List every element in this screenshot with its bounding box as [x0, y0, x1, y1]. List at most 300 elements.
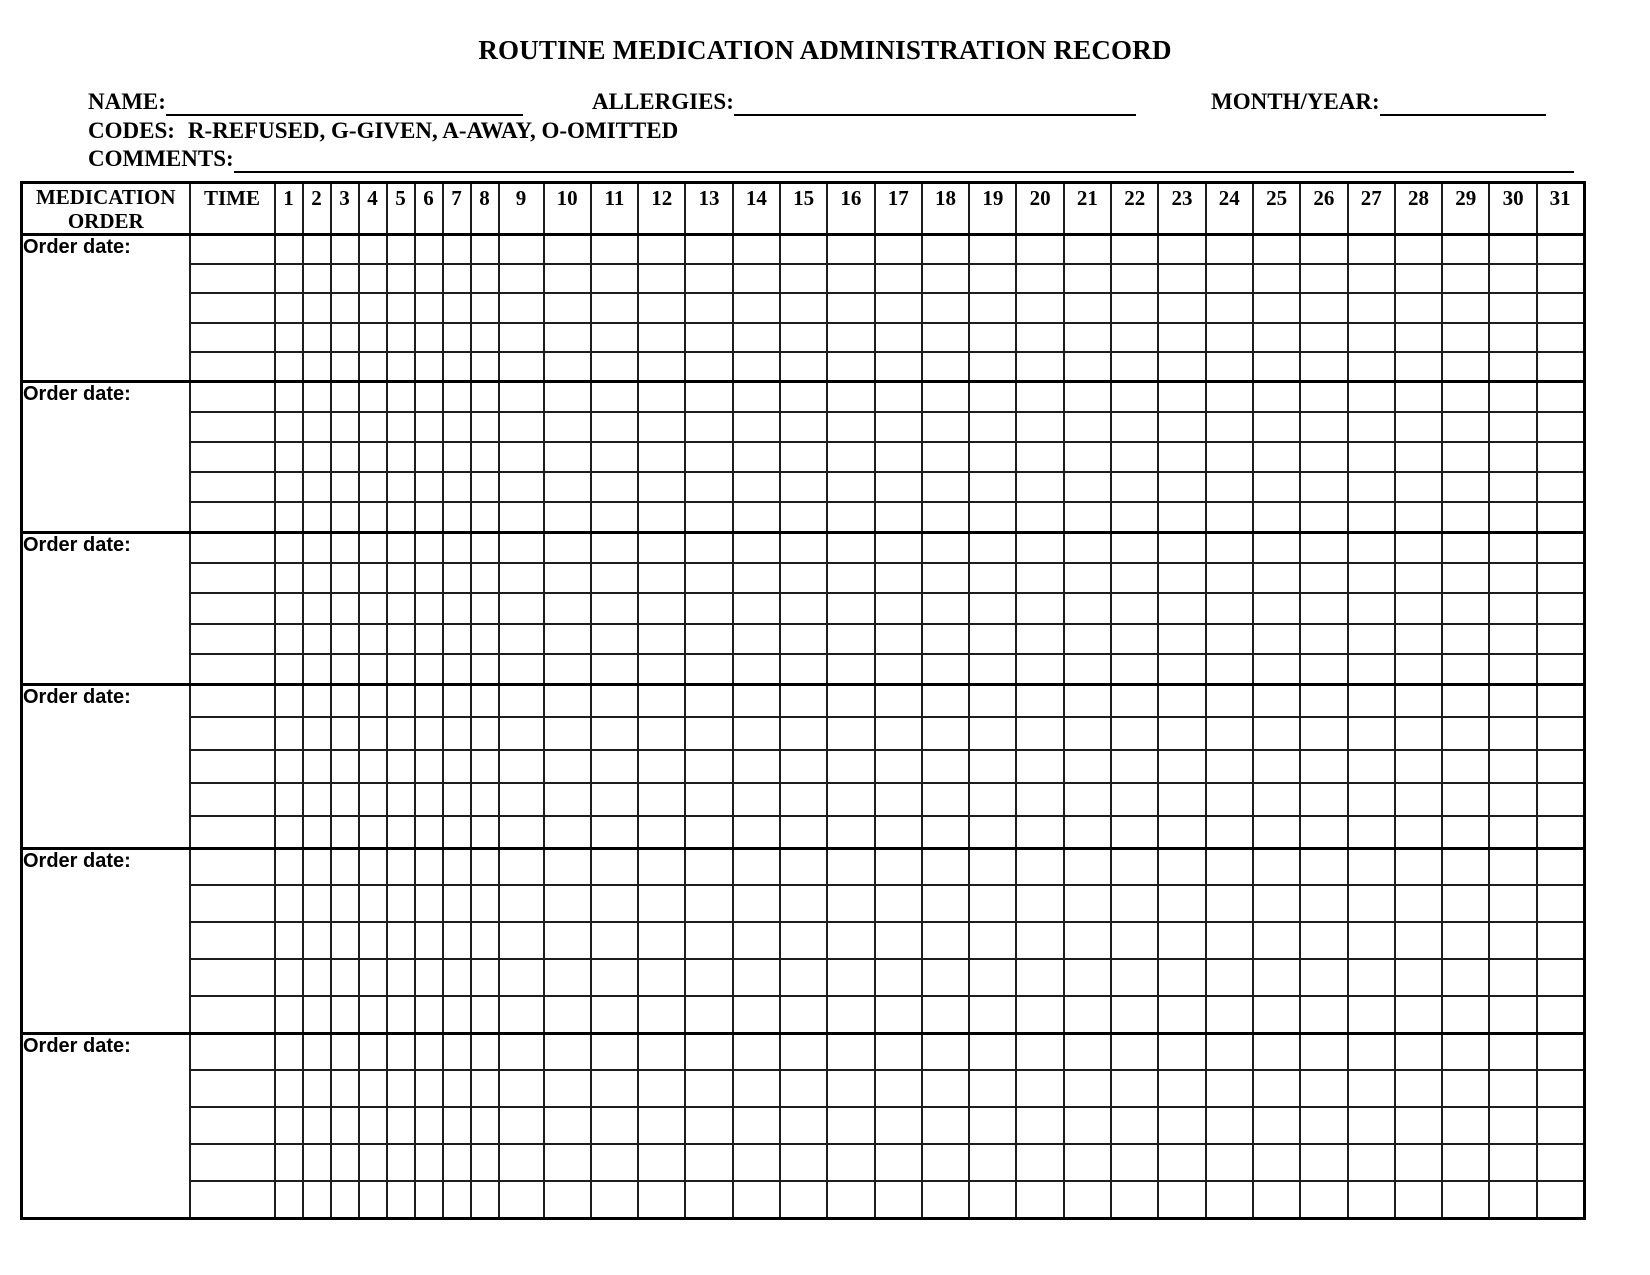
- day-entry-cell[interactable]: [387, 235, 415, 264]
- day-entry-cell[interactable]: [922, 848, 969, 885]
- day-entry-cell[interactable]: [638, 750, 685, 783]
- day-entry-cell[interactable]: [780, 684, 827, 717]
- day-entry-cell[interactable]: [275, 472, 303, 502]
- day-entry-cell[interactable]: [544, 532, 591, 562]
- day-entry-cell[interactable]: [415, 442, 443, 472]
- day-entry-cell[interactable]: [685, 563, 732, 593]
- day-entry-cell[interactable]: [1489, 1070, 1536, 1107]
- day-entry-cell[interactable]: [1442, 502, 1489, 532]
- day-entry-cell[interactable]: [359, 442, 387, 472]
- day-entry-cell[interactable]: [1489, 532, 1536, 562]
- day-entry-cell[interactable]: [1537, 1107, 1584, 1144]
- day-entry-cell[interactable]: [875, 1144, 922, 1181]
- day-entry-cell[interactable]: [1158, 816, 1205, 849]
- day-entry-cell[interactable]: [685, 684, 732, 717]
- day-entry-cell[interactable]: [733, 624, 780, 654]
- day-entry-cell[interactable]: [387, 959, 415, 996]
- day-entry-cell[interactable]: [733, 1070, 780, 1107]
- day-entry-cell[interactable]: [1348, 1144, 1395, 1181]
- day-entry-cell[interactable]: [1111, 624, 1158, 654]
- day-entry-cell[interactable]: [1111, 1033, 1158, 1070]
- day-entry-cell[interactable]: [1537, 381, 1584, 411]
- time-entry-cell[interactable]: [190, 996, 275, 1033]
- day-entry-cell[interactable]: [1395, 959, 1442, 996]
- day-entry-cell[interactable]: [1395, 323, 1442, 352]
- day-entry-cell[interactable]: [387, 293, 415, 322]
- day-entry-cell[interactable]: [471, 1070, 499, 1107]
- day-entry-cell[interactable]: [969, 293, 1016, 322]
- day-entry-cell[interactable]: [1064, 654, 1111, 684]
- day-entry-cell[interactable]: [827, 442, 874, 472]
- day-entry-cell[interactable]: [1442, 848, 1489, 885]
- day-entry-cell[interactable]: [303, 1107, 331, 1144]
- day-entry-cell[interactable]: [1300, 996, 1347, 1033]
- day-entry-cell[interactable]: [1111, 264, 1158, 293]
- day-entry-cell[interactable]: [1253, 563, 1300, 593]
- day-entry-cell[interactable]: [303, 264, 331, 293]
- day-entry-cell[interactable]: [275, 996, 303, 1033]
- day-entry-cell[interactable]: [359, 323, 387, 352]
- time-entry-cell[interactable]: [190, 624, 275, 654]
- day-entry-cell[interactable]: [1064, 959, 1111, 996]
- day-entry-cell[interactable]: [331, 412, 359, 442]
- day-entry-cell[interactable]: [1253, 816, 1300, 849]
- day-entry-cell[interactable]: [969, 783, 1016, 816]
- day-entry-cell[interactable]: [499, 472, 544, 502]
- day-entry-cell[interactable]: [471, 922, 499, 959]
- day-entry-cell[interactable]: [1016, 996, 1063, 1033]
- day-entry-cell[interactable]: [1300, 352, 1347, 381]
- day-entry-cell[interactable]: [415, 922, 443, 959]
- day-entry-cell[interactable]: [1395, 684, 1442, 717]
- day-entry-cell[interactable]: [544, 352, 591, 381]
- day-entry-cell[interactable]: [1395, 381, 1442, 411]
- day-entry-cell[interactable]: [733, 593, 780, 623]
- day-entry-cell[interactable]: [544, 1144, 591, 1181]
- day-entry-cell[interactable]: [1442, 885, 1489, 922]
- day-entry-cell[interactable]: [875, 922, 922, 959]
- day-entry-cell[interactable]: [685, 532, 732, 562]
- day-entry-cell[interactable]: [275, 381, 303, 411]
- day-entry-cell[interactable]: [685, 412, 732, 442]
- day-entry-cell[interactable]: [359, 352, 387, 381]
- day-entry-cell[interactable]: [780, 235, 827, 264]
- day-entry-cell[interactable]: [1300, 1107, 1347, 1144]
- day-entry-cell[interactable]: [1442, 352, 1489, 381]
- day-entry-cell[interactable]: [1489, 235, 1536, 264]
- day-entry-cell[interactable]: [1111, 442, 1158, 472]
- day-entry-cell[interactable]: [471, 750, 499, 783]
- day-entry-cell[interactable]: [733, 563, 780, 593]
- day-entry-cell[interactable]: [1348, 1107, 1395, 1144]
- day-entry-cell[interactable]: [331, 1107, 359, 1144]
- day-entry-cell[interactable]: [1395, 717, 1442, 750]
- day-entry-cell[interactable]: [1489, 352, 1536, 381]
- day-entry-cell[interactable]: [969, 959, 1016, 996]
- day-entry-cell[interactable]: [1442, 532, 1489, 562]
- day-entry-cell[interactable]: [780, 959, 827, 996]
- day-entry-cell[interactable]: [638, 885, 685, 922]
- day-entry-cell[interactable]: [685, 293, 732, 322]
- day-entry-cell[interactable]: [638, 624, 685, 654]
- day-entry-cell[interactable]: [544, 783, 591, 816]
- day-entry-cell[interactable]: [1111, 684, 1158, 717]
- day-entry-cell[interactable]: [303, 684, 331, 717]
- day-entry-cell[interactable]: [471, 624, 499, 654]
- day-entry-cell[interactable]: [1016, 684, 1063, 717]
- day-entry-cell[interactable]: [303, 624, 331, 654]
- day-entry-cell[interactable]: [331, 323, 359, 352]
- day-entry-cell[interactable]: [827, 654, 874, 684]
- day-entry-cell[interactable]: [1348, 502, 1395, 532]
- day-entry-cell[interactable]: [499, 684, 544, 717]
- day-entry-cell[interactable]: [875, 624, 922, 654]
- day-entry-cell[interactable]: [1016, 563, 1063, 593]
- day-entry-cell[interactable]: [275, 593, 303, 623]
- day-entry-cell[interactable]: [922, 885, 969, 922]
- day-entry-cell[interactable]: [1300, 264, 1347, 293]
- day-entry-cell[interactable]: [969, 352, 1016, 381]
- day-entry-cell[interactable]: [875, 750, 922, 783]
- day-entry-cell[interactable]: [780, 996, 827, 1033]
- day-entry-cell[interactable]: [591, 684, 638, 717]
- day-entry-cell[interactable]: [780, 1033, 827, 1070]
- day-entry-cell[interactable]: [471, 472, 499, 502]
- day-entry-cell[interactable]: [303, 502, 331, 532]
- day-entry-cell[interactable]: [1158, 1107, 1205, 1144]
- day-entry-cell[interactable]: [1489, 293, 1536, 322]
- time-entry-cell[interactable]: [190, 502, 275, 532]
- day-entry-cell[interactable]: [638, 532, 685, 562]
- day-entry-cell[interactable]: [638, 1181, 685, 1218]
- time-entry-cell[interactable]: [190, 264, 275, 293]
- day-entry-cell[interactable]: [969, 472, 1016, 502]
- day-entry-cell[interactable]: [1537, 1033, 1584, 1070]
- day-entry-cell[interactable]: [875, 783, 922, 816]
- day-entry-cell[interactable]: [1300, 654, 1347, 684]
- day-entry-cell[interactable]: [1064, 1070, 1111, 1107]
- day-entry-cell[interactable]: [969, 624, 1016, 654]
- day-entry-cell[interactable]: [1111, 848, 1158, 885]
- day-entry-cell[interactable]: [1489, 381, 1536, 411]
- day-entry-cell[interactable]: [591, 922, 638, 959]
- day-entry-cell[interactable]: [591, 1144, 638, 1181]
- day-entry-cell[interactable]: [1395, 442, 1442, 472]
- day-entry-cell[interactable]: [1111, 1144, 1158, 1181]
- day-entry-cell[interactable]: [1206, 717, 1253, 750]
- day-entry-cell[interactable]: [827, 563, 874, 593]
- day-entry-cell[interactable]: [1537, 352, 1584, 381]
- day-entry-cell[interactable]: [1016, 959, 1063, 996]
- name-fill-line[interactable]: [166, 90, 523, 116]
- day-entry-cell[interactable]: [1111, 563, 1158, 593]
- day-entry-cell[interactable]: [1489, 654, 1536, 684]
- day-entry-cell[interactable]: [1300, 959, 1347, 996]
- day-entry-cell[interactable]: [1395, 750, 1442, 783]
- day-entry-cell[interactable]: [415, 235, 443, 264]
- day-entry-cell[interactable]: [1348, 717, 1395, 750]
- day-entry-cell[interactable]: [443, 442, 471, 472]
- day-entry-cell[interactable]: [969, 922, 1016, 959]
- day-entry-cell[interactable]: [359, 593, 387, 623]
- day-entry-cell[interactable]: [331, 783, 359, 816]
- day-entry-cell[interactable]: [1111, 885, 1158, 922]
- day-entry-cell[interactable]: [638, 442, 685, 472]
- time-entry-cell[interactable]: [190, 959, 275, 996]
- day-entry-cell[interactable]: [780, 293, 827, 322]
- day-entry-cell[interactable]: [415, 381, 443, 411]
- order-date-cell[interactable]: Order date:: [22, 381, 190, 532]
- day-entry-cell[interactable]: [331, 442, 359, 472]
- time-entry-cell[interactable]: [190, 352, 275, 381]
- day-entry-cell[interactable]: [387, 816, 415, 849]
- day-entry-cell[interactable]: [780, 654, 827, 684]
- day-entry-cell[interactable]: [1206, 750, 1253, 783]
- day-entry-cell[interactable]: [443, 264, 471, 293]
- day-entry-cell[interactable]: [1348, 412, 1395, 442]
- day-entry-cell[interactable]: [1489, 1144, 1536, 1181]
- day-entry-cell[interactable]: [1064, 264, 1111, 293]
- day-entry-cell[interactable]: [1064, 885, 1111, 922]
- day-entry-cell[interactable]: [275, 532, 303, 562]
- day-entry-cell[interactable]: [1395, 996, 1442, 1033]
- day-entry-cell[interactable]: [331, 959, 359, 996]
- day-entry-cell[interactable]: [591, 1107, 638, 1144]
- day-entry-cell[interactable]: [1016, 1070, 1063, 1107]
- day-entry-cell[interactable]: [544, 502, 591, 532]
- day-entry-cell[interactable]: [1253, 750, 1300, 783]
- day-entry-cell[interactable]: [303, 922, 331, 959]
- day-entry-cell[interactable]: [1206, 293, 1253, 322]
- day-entry-cell[interactable]: [443, 1107, 471, 1144]
- day-entry-cell[interactable]: [1442, 1181, 1489, 1218]
- day-entry-cell[interactable]: [1489, 816, 1536, 849]
- day-entry-cell[interactable]: [1537, 750, 1584, 783]
- day-entry-cell[interactable]: [638, 684, 685, 717]
- day-entry-cell[interactable]: [331, 654, 359, 684]
- time-entry-cell[interactable]: [190, 848, 275, 885]
- day-entry-cell[interactable]: [922, 959, 969, 996]
- day-entry-cell[interactable]: [685, 1070, 732, 1107]
- day-entry-cell[interactable]: [1537, 1070, 1584, 1107]
- day-entry-cell[interactable]: [875, 885, 922, 922]
- day-entry-cell[interactable]: [1348, 532, 1395, 562]
- day-entry-cell[interactable]: [1300, 472, 1347, 502]
- day-entry-cell[interactable]: [443, 996, 471, 1033]
- day-entry-cell[interactable]: [685, 885, 732, 922]
- day-entry-cell[interactable]: [685, 235, 732, 264]
- day-entry-cell[interactable]: [1300, 816, 1347, 849]
- day-entry-cell[interactable]: [1489, 593, 1536, 623]
- day-entry-cell[interactable]: [443, 848, 471, 885]
- day-entry-cell[interactable]: [499, 502, 544, 532]
- day-entry-cell[interactable]: [443, 922, 471, 959]
- day-entry-cell[interactable]: [359, 472, 387, 502]
- day-entry-cell[interactable]: [1206, 593, 1253, 623]
- day-entry-cell[interactable]: [331, 472, 359, 502]
- day-entry-cell[interactable]: [1348, 1033, 1395, 1070]
- day-entry-cell[interactable]: [1442, 381, 1489, 411]
- day-entry-cell[interactable]: [303, 654, 331, 684]
- day-entry-cell[interactable]: [1395, 235, 1442, 264]
- day-entry-cell[interactable]: [875, 532, 922, 562]
- day-entry-cell[interactable]: [827, 816, 874, 849]
- day-entry-cell[interactable]: [499, 563, 544, 593]
- day-entry-cell[interactable]: [875, 412, 922, 442]
- day-entry-cell[interactable]: [1489, 472, 1536, 502]
- day-entry-cell[interactable]: [1158, 654, 1205, 684]
- day-entry-cell[interactable]: [331, 750, 359, 783]
- day-entry-cell[interactable]: [275, 1033, 303, 1070]
- day-entry-cell[interactable]: [1253, 783, 1300, 816]
- day-entry-cell[interactable]: [471, 502, 499, 532]
- day-entry-cell[interactable]: [1489, 1107, 1536, 1144]
- day-entry-cell[interactable]: [471, 323, 499, 352]
- day-entry-cell[interactable]: [780, 1181, 827, 1218]
- day-entry-cell[interactable]: [1016, 1107, 1063, 1144]
- day-entry-cell[interactable]: [387, 532, 415, 562]
- day-entry-cell[interactable]: [638, 593, 685, 623]
- day-entry-cell[interactable]: [1537, 959, 1584, 996]
- day-entry-cell[interactable]: [443, 654, 471, 684]
- day-entry-cell[interactable]: [359, 502, 387, 532]
- day-entry-cell[interactable]: [275, 816, 303, 849]
- day-entry-cell[interactable]: [1016, 624, 1063, 654]
- day-entry-cell[interactable]: [544, 593, 591, 623]
- day-entry-cell[interactable]: [1300, 783, 1347, 816]
- time-entry-cell[interactable]: [190, 922, 275, 959]
- day-entry-cell[interactable]: [969, 654, 1016, 684]
- day-entry-cell[interactable]: [638, 323, 685, 352]
- day-entry-cell[interactable]: [275, 1107, 303, 1144]
- day-entry-cell[interactable]: [827, 922, 874, 959]
- day-entry-cell[interactable]: [1064, 323, 1111, 352]
- day-entry-cell[interactable]: [1300, 323, 1347, 352]
- day-entry-cell[interactable]: [1348, 352, 1395, 381]
- day-entry-cell[interactable]: [922, 1033, 969, 1070]
- day-entry-cell[interactable]: [387, 381, 415, 411]
- day-entry-cell[interactable]: [922, 381, 969, 411]
- day-entry-cell[interactable]: [591, 235, 638, 264]
- day-entry-cell[interactable]: [1111, 996, 1158, 1033]
- day-entry-cell[interactable]: [827, 848, 874, 885]
- day-entry-cell[interactable]: [1064, 624, 1111, 654]
- day-entry-cell[interactable]: [359, 293, 387, 322]
- day-entry-cell[interactable]: [922, 624, 969, 654]
- day-entry-cell[interactable]: [1348, 442, 1395, 472]
- day-entry-cell[interactable]: [1442, 783, 1489, 816]
- day-entry-cell[interactable]: [387, 1181, 415, 1218]
- day-entry-cell[interactable]: [1348, 235, 1395, 264]
- day-entry-cell[interactable]: [780, 323, 827, 352]
- day-entry-cell[interactable]: [922, 1107, 969, 1144]
- day-entry-cell[interactable]: [1348, 1181, 1395, 1218]
- day-entry-cell[interactable]: [1348, 848, 1395, 885]
- day-entry-cell[interactable]: [1064, 996, 1111, 1033]
- day-entry-cell[interactable]: [1489, 412, 1536, 442]
- day-entry-cell[interactable]: [499, 783, 544, 816]
- day-entry-cell[interactable]: [544, 922, 591, 959]
- day-entry-cell[interactable]: [1442, 293, 1489, 322]
- day-entry-cell[interactable]: [471, 593, 499, 623]
- day-entry-cell[interactable]: [1158, 684, 1205, 717]
- day-entry-cell[interactable]: [1442, 996, 1489, 1033]
- day-entry-cell[interactable]: [733, 959, 780, 996]
- day-entry-cell[interactable]: [387, 323, 415, 352]
- day-entry-cell[interactable]: [1489, 922, 1536, 959]
- day-entry-cell[interactable]: [471, 442, 499, 472]
- day-entry-cell[interactable]: [1206, 624, 1253, 654]
- day-entry-cell[interactable]: [1395, 624, 1442, 654]
- day-entry-cell[interactable]: [1537, 1144, 1584, 1181]
- day-entry-cell[interactable]: [1158, 1070, 1205, 1107]
- day-entry-cell[interactable]: [331, 532, 359, 562]
- day-entry-cell[interactable]: [1206, 816, 1253, 849]
- day-entry-cell[interactable]: [638, 472, 685, 502]
- day-entry-cell[interactable]: [1300, 235, 1347, 264]
- day-entry-cell[interactable]: [387, 750, 415, 783]
- time-entry-cell[interactable]: [190, 381, 275, 411]
- day-entry-cell[interactable]: [275, 654, 303, 684]
- day-entry-cell[interactable]: [499, 885, 544, 922]
- day-entry-cell[interactable]: [638, 381, 685, 411]
- day-entry-cell[interactable]: [1158, 442, 1205, 472]
- day-entry-cell[interactable]: [387, 996, 415, 1033]
- day-entry-cell[interactable]: [1111, 750, 1158, 783]
- time-entry-cell[interactable]: [190, 532, 275, 562]
- day-entry-cell[interactable]: [1206, 235, 1253, 264]
- day-entry-cell[interactable]: [591, 1181, 638, 1218]
- day-entry-cell[interactable]: [544, 816, 591, 849]
- day-entry-cell[interactable]: [1442, 654, 1489, 684]
- day-entry-cell[interactable]: [733, 532, 780, 562]
- day-entry-cell[interactable]: [1442, 922, 1489, 959]
- time-entry-cell[interactable]: [190, 717, 275, 750]
- day-entry-cell[interactable]: [685, 472, 732, 502]
- day-entry-cell[interactable]: [780, 502, 827, 532]
- day-entry-cell[interactable]: [1253, 1033, 1300, 1070]
- day-entry-cell[interactable]: [499, 922, 544, 959]
- day-entry-cell[interactable]: [638, 352, 685, 381]
- day-entry-cell[interactable]: [499, 593, 544, 623]
- day-entry-cell[interactable]: [544, 1033, 591, 1070]
- day-entry-cell[interactable]: [733, 684, 780, 717]
- day-entry-cell[interactable]: [499, 381, 544, 411]
- day-entry-cell[interactable]: [499, 442, 544, 472]
- day-entry-cell[interactable]: [443, 502, 471, 532]
- day-entry-cell[interactable]: [387, 1070, 415, 1107]
- day-entry-cell[interactable]: [1111, 816, 1158, 849]
- day-entry-cell[interactable]: [1158, 532, 1205, 562]
- day-entry-cell[interactable]: [1158, 264, 1205, 293]
- day-entry-cell[interactable]: [1348, 922, 1395, 959]
- day-entry-cell[interactable]: [969, 323, 1016, 352]
- order-date-cell[interactable]: Order date:: [22, 848, 190, 1033]
- day-entry-cell[interactable]: [1442, 323, 1489, 352]
- day-entry-cell[interactable]: [1253, 532, 1300, 562]
- day-entry-cell[interactable]: [1253, 381, 1300, 411]
- day-entry-cell[interactable]: [922, 352, 969, 381]
- day-entry-cell[interactable]: [1158, 472, 1205, 502]
- day-entry-cell[interactable]: [780, 472, 827, 502]
- day-entry-cell[interactable]: [733, 1107, 780, 1144]
- day-entry-cell[interactable]: [1253, 1181, 1300, 1218]
- day-entry-cell[interactable]: [827, 959, 874, 996]
- time-entry-cell[interactable]: [190, 750, 275, 783]
- day-entry-cell[interactable]: [1348, 996, 1395, 1033]
- day-entry-cell[interactable]: [685, 783, 732, 816]
- day-entry-cell[interactable]: [1016, 1033, 1063, 1070]
